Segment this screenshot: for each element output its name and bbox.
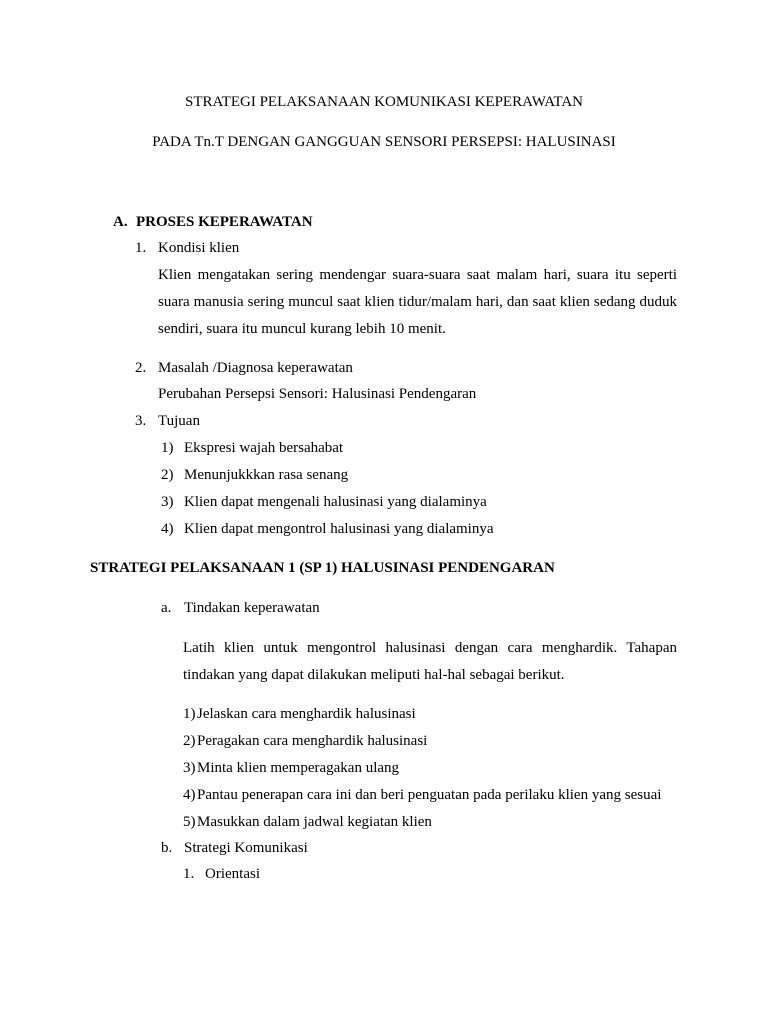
step-number: 4) [183,787,196,803]
step-text: Masukkan dalam jadwal kegiatan klien [197,814,432,830]
item1-paragraph-line2: suara manusia sering muncul saat klien tidur/malam hari, dan saat klien sedang duduk [158,294,677,310]
item3-number: 3. [135,413,147,429]
item1-paragraph-line1: Klien mengatakan sering mendengar suara-suara saat malam hari, suara itu seperti [158,267,677,283]
step-text: Peragakan cara menghardik halusinasi [197,733,428,749]
step-number: 3) [183,760,196,776]
item2-text: Perubahan Persepsi Sensori: Halusinasi Pendengaran [158,386,477,402]
goal-text: Ekspresi wajah bersahabat [184,440,344,456]
goal-number: 2) [161,467,174,483]
section-a-heading: PROSES KEPERAWATAN [136,214,313,230]
section-a-marker: A. [113,214,128,230]
item1-label: Kondisi klien [158,240,240,256]
goal-number: 1) [161,440,174,456]
step-text: Minta klien memperagakan ulang [197,760,400,776]
goal-text: Klien dapat mengontrol halusinasi yang dialaminya [184,521,494,537]
goal-text: Menunjukkkan rasa senang [184,467,349,483]
sp1-a-paragraph-line1: Latih klien untuk mengontrol halusinasi dengan cara menghardik. Tahapan [183,640,677,656]
sp1-b-sub1-text: Orientasi [205,866,260,882]
sp1-heading: STRATEGI PELAKSANAAN 1 (SP 1) HALUSINASI PENDENGARAN [90,560,555,576]
goal-number: 4) [161,521,174,537]
document-title: STRATEGI PELAKSANAAN KOMUNIKASI KEPERAWATAN [184,94,583,110]
sp1-a-marker: a. [161,600,172,616]
sp1-b-marker: b. [161,840,173,856]
goal-text: Klien dapat mengenali halusinasi yang dialaminya [184,494,487,510]
step-text: Pantau penerapan cara ini dan beri penguatan pada perilaku klien yang sesuai [197,787,662,803]
item3-label: Tujuan [158,413,200,429]
goal-number: 3) [161,494,174,510]
step-number: 1) [183,706,196,722]
document-subtitle: PADA Tn.T DENGAN GANGGUAN SENSORI PERSEPSI: HALUSINASI [152,134,616,150]
sp1-b-sub1-number: 1. [183,866,195,882]
item1-paragraph-line3: sendiri, suara itu muncul kurang lebih 10 menit. [158,321,446,337]
sp1-a-paragraph-line2: tindakan yang dapat dilakukan meliputi hal-hal sebagai berikut. [183,667,565,683]
step-text: Jelaskan cara menghardik halusinasi [197,706,416,722]
sp1-b-label: Strategi Komunikasi [184,840,308,856]
step-number: 5) [183,814,196,830]
item2-label: Masalah /Diagnosa keperawatan [158,360,353,376]
step-number: 2) [183,733,196,749]
sp1-a-label: Tindakan keperawatan [184,600,320,616]
item2-number: 2. [135,360,147,376]
item1-number: 1. [135,240,147,256]
